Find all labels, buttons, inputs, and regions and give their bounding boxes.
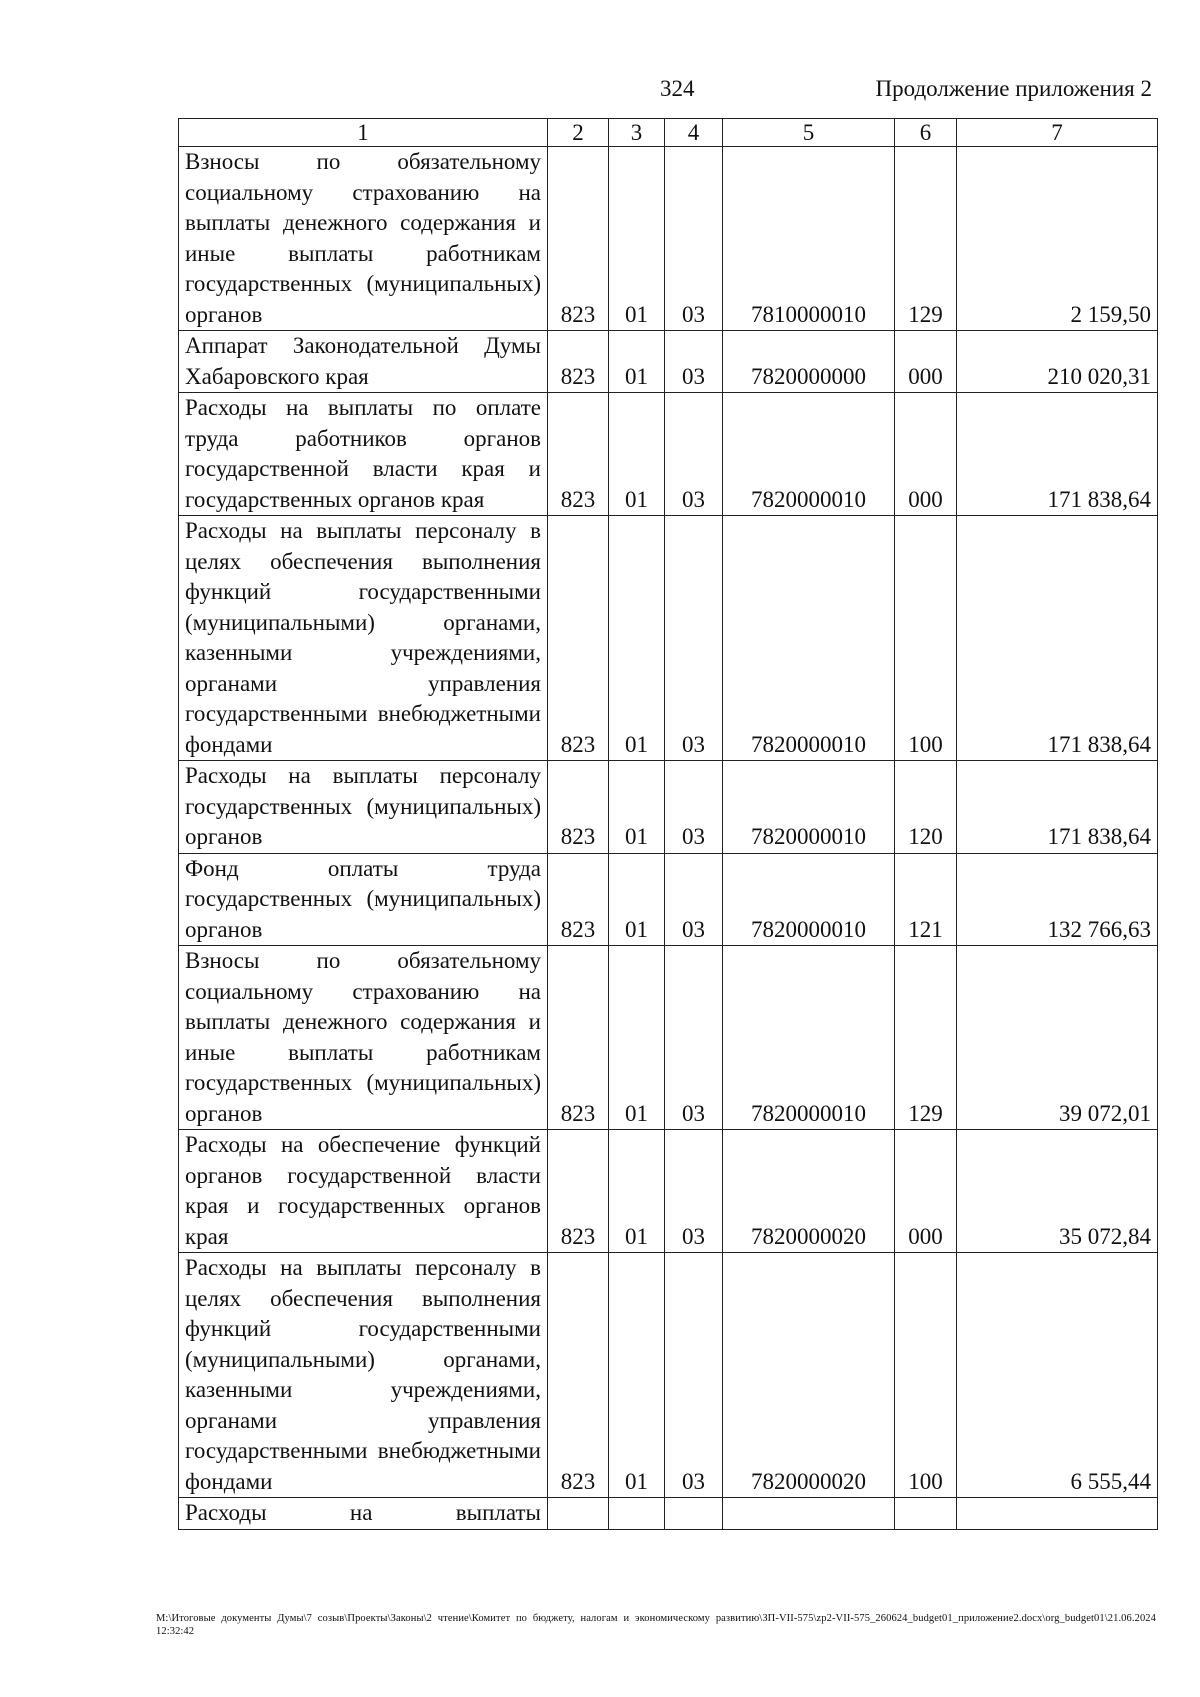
row-ved: 823 (548, 853, 609, 946)
table-row (179, 331, 1158, 393)
row-csr: 7820000010 (723, 393, 895, 516)
row-csr: 7820000010 (723, 761, 895, 854)
row-ved (548, 1498, 609, 1530)
row-amount: 2 159,50 (957, 147, 1158, 331)
row-vr: 129 (895, 147, 957, 331)
row-rz: 01 (609, 331, 665, 393)
file-path-footer: M:\Итоговые документы Думы\7 созыв\Проекты\Законы\2 чтение\Комитет по бюджету, налогам и экономическому развитию\ЗП-VII-575\zp2-VII-575_260624_budget01_приложение2.docx\org_budget01\21.06.2024 12:32:42 (156, 1613, 1156, 1637)
row-ved: 823 (548, 946, 609, 1130)
row-vr: 000 (895, 1130, 957, 1253)
row-ved: 823 (548, 331, 609, 393)
continuation-label: Продолжение приложения 2 (875, 76, 1152, 101)
row-name: Расходы на обеспечение функций органов государственной власти края и государственных органов края (179, 1130, 548, 1253)
row-pr (665, 1498, 723, 1530)
row-name: Расходы на выплаты персоналу в целях обеспечения выполнения функций государственными (муниципальными) органами, казенными учреждениями, органами управления государственными внебюджетными фондами (179, 1253, 548, 1498)
row-rz: 01 (609, 393, 665, 516)
row-name: Взносы по обязательному социальному страхованию на выплаты денежного содержания и иные выплаты работникам государственных (муниципальных) органов (179, 946, 548, 1130)
row-amount (957, 1498, 1158, 1530)
row-csr: 7820000020 (723, 1130, 895, 1253)
row-name: Взносы по обязательному социальному страхованию на выплаты денежного содержания и иные выплаты работникам государственных (муниципальных) органов (179, 147, 548, 331)
row-amount: 210 020,31 (957, 331, 1158, 393)
row-amount: 39 072,01 (957, 946, 1158, 1130)
page-number: 324 (660, 76, 695, 101)
row-ved: 823 (548, 761, 609, 854)
row-ved: 823 (548, 147, 609, 331)
row-pr: 03 (665, 1130, 723, 1253)
row-vr: 120 (895, 761, 957, 854)
row-pr: 03 (665, 516, 723, 761)
table-header-row (179, 119, 1158, 147)
row-vr: 100 (895, 516, 957, 761)
row-name: Расходы на выплаты (179, 1498, 548, 1530)
table-row (179, 1498, 1158, 1530)
row-name: Расходы на выплаты персоналу государственных (муниципальных) органов (179, 761, 548, 854)
column-header: 7 (957, 119, 1158, 147)
row-name: Расходы на выплаты по оплате труда работников органов государственной власти края и государственных органов края (179, 393, 548, 516)
row-csr (723, 1498, 895, 1530)
row-pr: 03 (665, 147, 723, 331)
row-pr: 03 (665, 331, 723, 393)
row-csr: 7820000020 (723, 1253, 895, 1498)
row-amount: 132 766,63 (957, 853, 1158, 946)
row-amount: 35 072,84 (957, 1130, 1158, 1253)
column-header: 5 (723, 119, 895, 147)
column-header: 1 (179, 119, 548, 147)
row-rz: 01 (609, 1130, 665, 1253)
row-ved: 823 (548, 393, 609, 516)
row-name: Аппарат Законодательной Думы Хабаровского края (179, 331, 548, 393)
row-vr: 121 (895, 853, 957, 946)
row-pr: 03 (665, 393, 723, 516)
row-amount: 171 838,64 (957, 761, 1158, 854)
row-vr: 000 (895, 393, 957, 516)
table-row (179, 147, 1158, 331)
row-ved: 823 (548, 1130, 609, 1253)
row-name: Расходы на выплаты персоналу в целях обеспечения выполнения функций государственными (муниципальными) органами, казенными учреждениями, органами управления государственными внебюджетными фондами (179, 516, 548, 761)
row-rz: 01 (609, 1253, 665, 1498)
table-row (179, 516, 1158, 761)
row-pr: 03 (665, 761, 723, 854)
row-amount: 171 838,64 (957, 516, 1158, 761)
table-row (179, 393, 1158, 516)
row-vr: 100 (895, 1253, 957, 1498)
row-amount: 6 555,44 (957, 1253, 1158, 1498)
row-amount: 171 838,64 (957, 393, 1158, 516)
column-header: 6 (895, 119, 957, 147)
row-csr: 7820000010 (723, 516, 895, 761)
column-header: 2 (548, 119, 609, 147)
row-ved: 823 (548, 1253, 609, 1498)
row-name: Фонд оплаты труда государственных (муниципальных) органов (179, 853, 548, 946)
row-csr: 7820000010 (723, 853, 895, 946)
row-pr: 03 (665, 946, 723, 1130)
row-vr: 129 (895, 946, 957, 1130)
row-rz: 01 (609, 853, 665, 946)
row-rz: 01 (609, 946, 665, 1130)
row-ved: 823 (548, 516, 609, 761)
row-pr: 03 (665, 853, 723, 946)
row-vr: 000 (895, 331, 957, 393)
table-row (179, 761, 1158, 854)
row-rz (609, 1498, 665, 1530)
row-csr: 7810000010 (723, 147, 895, 331)
row-csr: 7820000000 (723, 331, 895, 393)
row-rz: 01 (609, 147, 665, 331)
row-vr (895, 1498, 957, 1530)
table-row (179, 853, 1158, 946)
row-rz: 01 (609, 761, 665, 854)
table-row (179, 1130, 1158, 1253)
row-rz: 01 (609, 516, 665, 761)
table-row (179, 946, 1158, 1130)
row-csr: 7820000010 (723, 946, 895, 1130)
column-header: 4 (665, 119, 723, 147)
row-pr: 03 (665, 1253, 723, 1498)
column-header: 3 (609, 119, 665, 147)
table-row (179, 1253, 1158, 1498)
budget-table (178, 118, 1158, 1530)
